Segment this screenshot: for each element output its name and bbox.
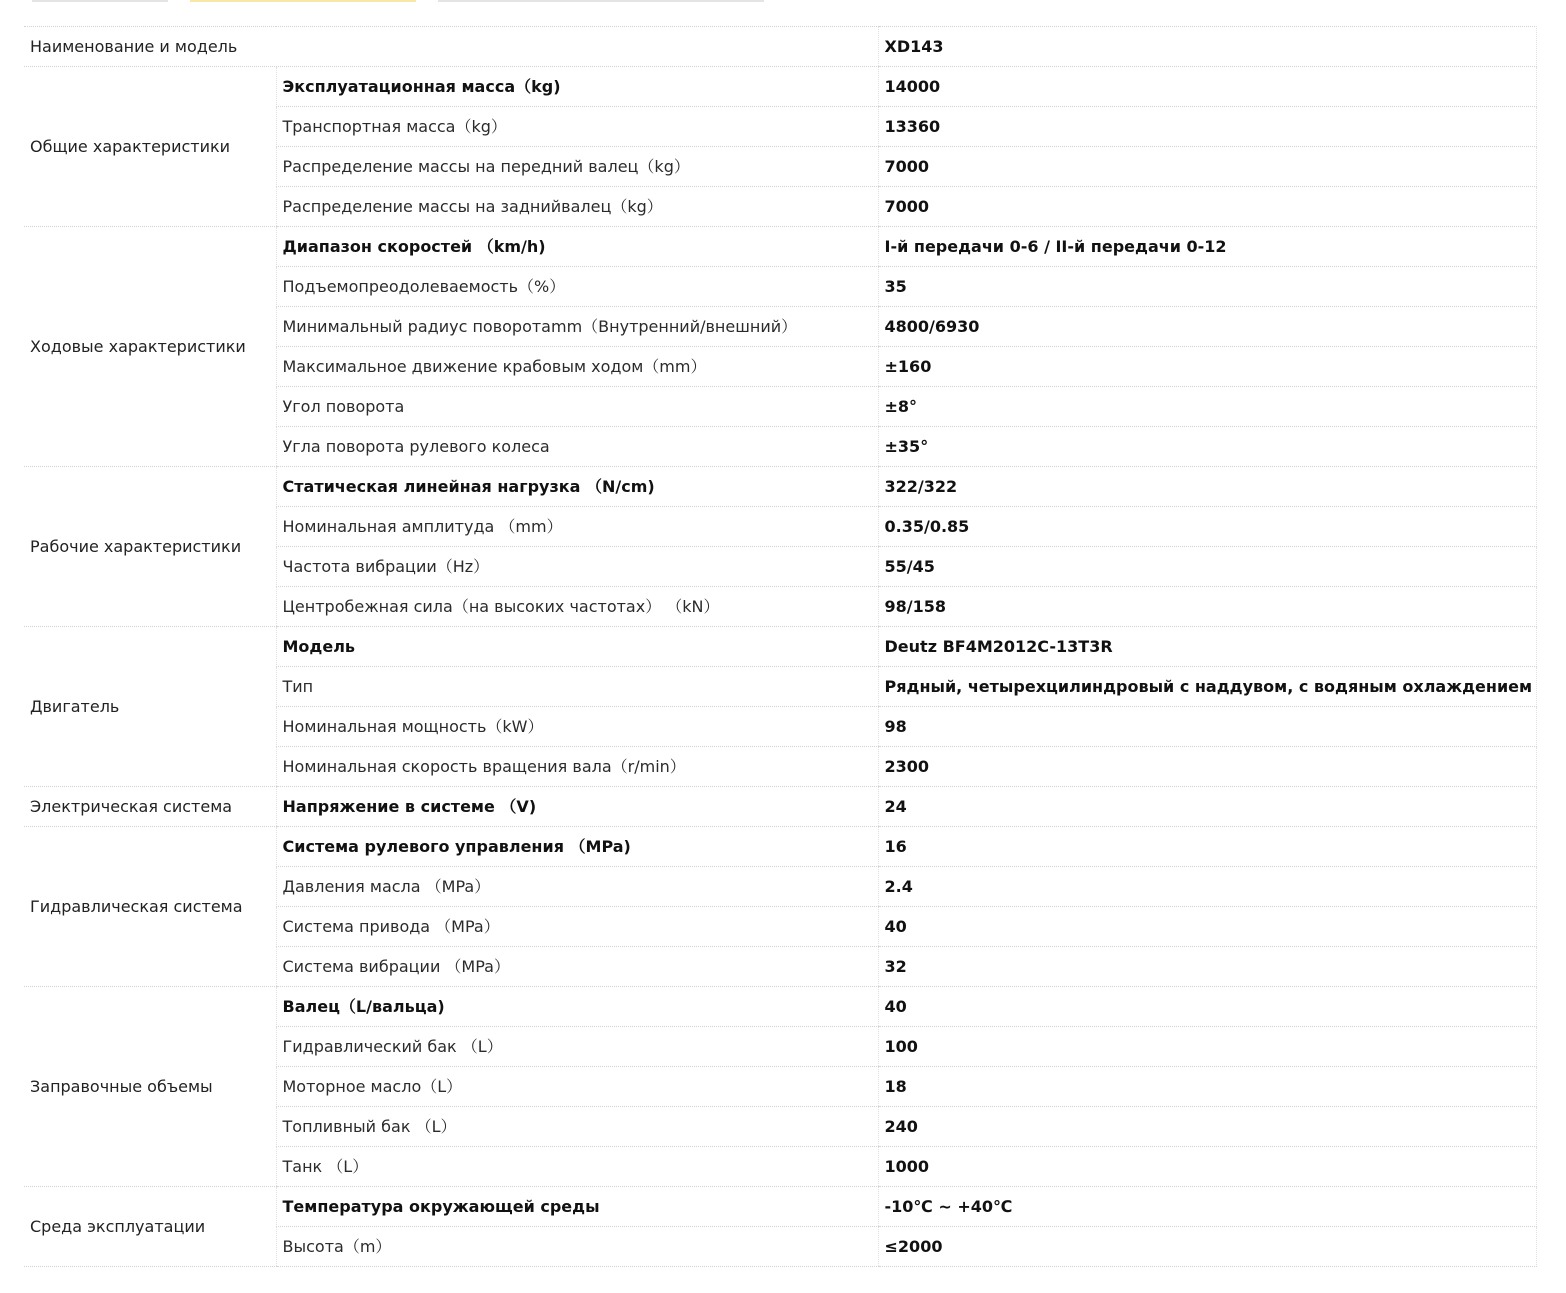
parameter-value: 55/45 bbox=[878, 547, 1536, 587]
parameter-value: 7000 bbox=[878, 187, 1536, 227]
parameter-value: I-й передачи 0-6 / II-й передачи 0-12 bbox=[878, 227, 1536, 267]
table-row bbox=[24, 987, 1536, 1027]
specifications-body bbox=[24, 27, 1536, 1267]
parameter-value: 35 bbox=[878, 267, 1536, 307]
table-row bbox=[24, 787, 1536, 827]
parameter-name: Центробежная сила（на высоких частотах） （kN） bbox=[276, 587, 878, 627]
parameter-name: Топливный бак （L） bbox=[276, 1107, 878, 1147]
tab-inactive-1[interactable] bbox=[32, 0, 168, 2]
parameter-value: 16 bbox=[878, 827, 1536, 867]
group-label: Общие характеристики bbox=[24, 67, 276, 227]
parameter-name: Максимальное движение крабовым ходом（mm） bbox=[276, 347, 878, 387]
parameter-value: 13360 bbox=[878, 107, 1536, 147]
group-label: Рабочие характеристики bbox=[24, 467, 276, 627]
group-label: Заправочные объемы bbox=[24, 987, 276, 1187]
parameter-name: Напряжение в системе （V) bbox=[276, 787, 878, 827]
parameter-name: Моторное масло（L） bbox=[276, 1067, 878, 1107]
parameter-name: Угла поворота рулевого колеса bbox=[276, 427, 878, 467]
parameter-name: Валец（L/вальца) bbox=[276, 987, 878, 1027]
parameter-name: Номинальная амплитуда （mm） bbox=[276, 507, 878, 547]
group-label: Электрическая система bbox=[24, 787, 276, 827]
parameter-value: 18 bbox=[878, 1067, 1536, 1107]
parameter-value: -10℃ ~ +40℃ bbox=[878, 1187, 1536, 1227]
parameter-value: 98 bbox=[878, 707, 1536, 747]
parameter-value: 4800/6930 bbox=[878, 307, 1536, 347]
parameter-name: Гидравлический бак （L） bbox=[276, 1027, 878, 1067]
parameter-value: 98/158 bbox=[878, 587, 1536, 627]
parameter-value: ±35° bbox=[878, 427, 1536, 467]
group-label: Двигатель bbox=[24, 627, 276, 787]
parameter-name: Минимальный радиус поворотаmm（Внутренний/внешний） bbox=[276, 307, 878, 347]
parameter-name: Транспортная масса（kg） bbox=[276, 107, 878, 147]
model-label: Наименование и модель bbox=[24, 27, 878, 67]
parameter-name: Температура окружающей среды bbox=[276, 1187, 878, 1227]
group-label: Гидравлическая система bbox=[24, 827, 276, 987]
table-row bbox=[24, 627, 1536, 667]
model-row bbox=[24, 27, 1536, 67]
model-value: XD143 bbox=[878, 27, 1536, 67]
parameter-name: Система рулевого управления （MPa) bbox=[276, 827, 878, 867]
tab-bar bbox=[0, 0, 1566, 3]
group-label: Ходовые характеристики bbox=[24, 227, 276, 467]
parameter-name: Частота вибрации（Hz） bbox=[276, 547, 878, 587]
table-row bbox=[24, 467, 1536, 507]
parameter-name: Статическая линейная нагрузка （N/cm) bbox=[276, 467, 878, 507]
parameter-value: Рядный, четырехцилиндровый с наддувом, с водяным охлаждением bbox=[878, 667, 1536, 707]
parameter-name: Номинальная скорость вращения вала（r/min） bbox=[276, 747, 878, 787]
table-row bbox=[24, 227, 1536, 267]
parameter-value: 0.35/0.85 bbox=[878, 507, 1536, 547]
parameter-name: Номинальная мощность（kW） bbox=[276, 707, 878, 747]
parameter-name: Танк （L） bbox=[276, 1147, 878, 1187]
tab-active[interactable] bbox=[190, 0, 416, 2]
table-row bbox=[24, 827, 1536, 867]
parameter-value: 7000 bbox=[878, 147, 1536, 187]
parameter-value: 32 bbox=[878, 947, 1536, 987]
parameter-value: 14000 bbox=[878, 67, 1536, 107]
group-label: Среда эксплуатации bbox=[24, 1187, 276, 1267]
parameter-value: 322/322 bbox=[878, 467, 1536, 507]
parameter-name: Подъемопреодолеваемость（%） bbox=[276, 267, 878, 307]
parameter-name: Распределение массы на заднийвалец（kg） bbox=[276, 187, 878, 227]
parameter-value: 40 bbox=[878, 987, 1536, 1027]
parameter-value: 2.4 bbox=[878, 867, 1536, 907]
parameter-name: Система привода （MPa） bbox=[276, 907, 878, 947]
parameter-name: Эксплуатационная масса（kg) bbox=[276, 67, 878, 107]
parameter-value: 2300 bbox=[878, 747, 1536, 787]
parameter-name: Высота（m） bbox=[276, 1227, 878, 1267]
parameter-name: Диапазон скоростей （km/h) bbox=[276, 227, 878, 267]
parameter-value: 40 bbox=[878, 907, 1536, 947]
table-row bbox=[24, 67, 1536, 107]
parameter-value: 240 bbox=[878, 1107, 1536, 1147]
parameter-value: 24 bbox=[878, 787, 1536, 827]
parameter-name: Давления масла （MPa） bbox=[276, 867, 878, 907]
parameter-name: Тип bbox=[276, 667, 878, 707]
parameter-name: Система вибрации （MPa） bbox=[276, 947, 878, 987]
parameter-value: 100 bbox=[878, 1027, 1536, 1067]
parameter-value: 1000 bbox=[878, 1147, 1536, 1187]
parameter-value: ≤2000 bbox=[878, 1227, 1536, 1267]
parameter-value: Deutz BF4M2012C-13T3R bbox=[878, 627, 1536, 667]
parameter-value: ±160 bbox=[878, 347, 1536, 387]
parameter-name: Модель bbox=[276, 627, 878, 667]
table-row bbox=[24, 1187, 1536, 1227]
parameter-name: Угол поворота bbox=[276, 387, 878, 427]
parameter-value: ±8° bbox=[878, 387, 1536, 427]
parameter-name: Распределение массы на передний валец（kg） bbox=[276, 147, 878, 187]
specifications-table bbox=[24, 26, 1537, 1267]
tab-inactive-2[interactable] bbox=[438, 0, 764, 2]
